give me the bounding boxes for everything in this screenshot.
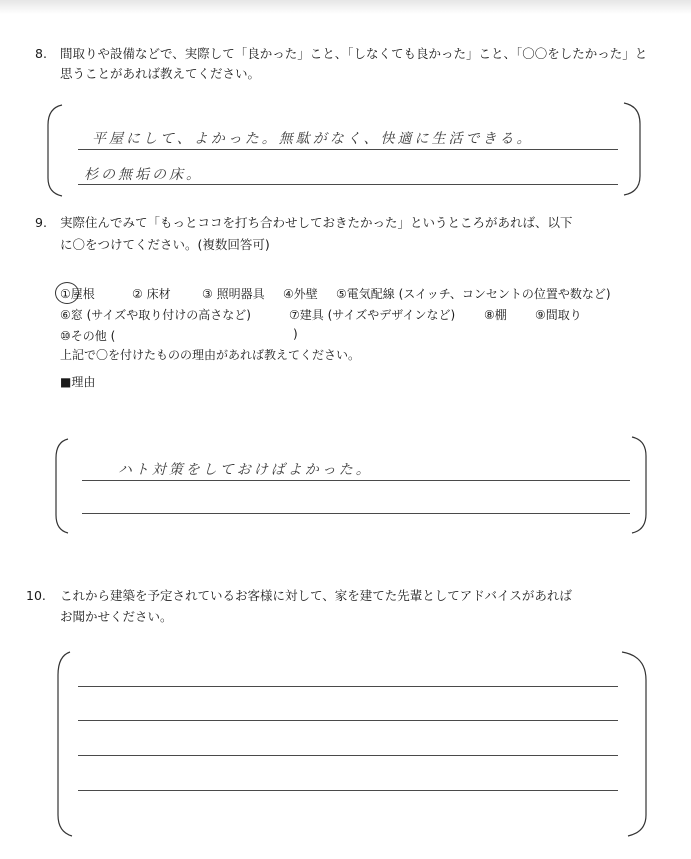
option-other-close: ) [293,327,298,341]
q10-answer-rule-4 [78,790,618,791]
q10-answer-rule-2 [78,720,618,721]
q9-handwritten-answer-1: ハト対策をしておけばよかった。 [118,462,373,478]
q9-answer-rule-2 [82,513,630,514]
q10-answer-rule-3 [78,755,618,756]
q9-number: 9. [35,215,47,230]
q8-question-line2: 思うことがあれば教えてください。 [60,66,261,81]
option-exterior-wall[interactable]: ④外壁 [283,287,318,301]
q9-reason-label: ■理由 [60,375,96,389]
q8-handwritten-answer-1: 平屋にして、よかった。無駄がなく、快適に生活できる。 [92,131,534,147]
q8-handwritten-answer-2: 杉の無垢の床。 [84,167,203,183]
option-shelf[interactable]: ⑧棚 [484,308,507,322]
q9-answer-rule-1 [82,480,630,481]
scan-top-edge [0,0,691,14]
option-other[interactable]: ⑩その他 ( [60,329,116,343]
q8-answer-rule-2 [78,184,618,185]
q10-answer-rule-1 [78,686,618,687]
option-fittings[interactable]: ⑦建具 (サイズやデザインなど) [289,308,456,322]
q8-question-line1: 間取りや設備などで、実際して「良かった」こと、「しなくても良かった」こと、「〇〇をしたかった」と [60,46,648,61]
q9-question-line2: に〇をつけてください。(複数回答可) [60,237,270,252]
option-wiring[interactable]: ⑤電気配線 (スイッチ、コンセントの位置や数など) [336,287,611,301]
q9-reason-prompt: 上記で〇を付けたものの理由があれば教えてください。 [60,348,361,362]
option-floor-plan[interactable]: ⑨間取り [535,308,582,322]
option-roof[interactable]: ①屋根 [60,287,95,301]
option-floor[interactable]: ② 床材 [132,287,171,301]
q8-number: 8. [35,46,47,61]
q10-question-line1: これから建築を予定されているお客様に対して、家を建てた先輩としてアドバイスがあれば [60,588,572,603]
q10-number: 10. [26,588,46,603]
q8-answer-rule-1 [78,149,618,150]
q10-question-line2: お聞かせください。 [60,609,173,624]
option-window[interactable]: ⑥窓 (サイズや取り付けの高さなど) [60,308,251,322]
option-lighting[interactable]: ③ 照明器具 [202,287,265,301]
q9-question-line1: 実際住んでみて「もっとココを打ち合わせしておきたかった」というところがあれば、以下 [60,215,573,230]
